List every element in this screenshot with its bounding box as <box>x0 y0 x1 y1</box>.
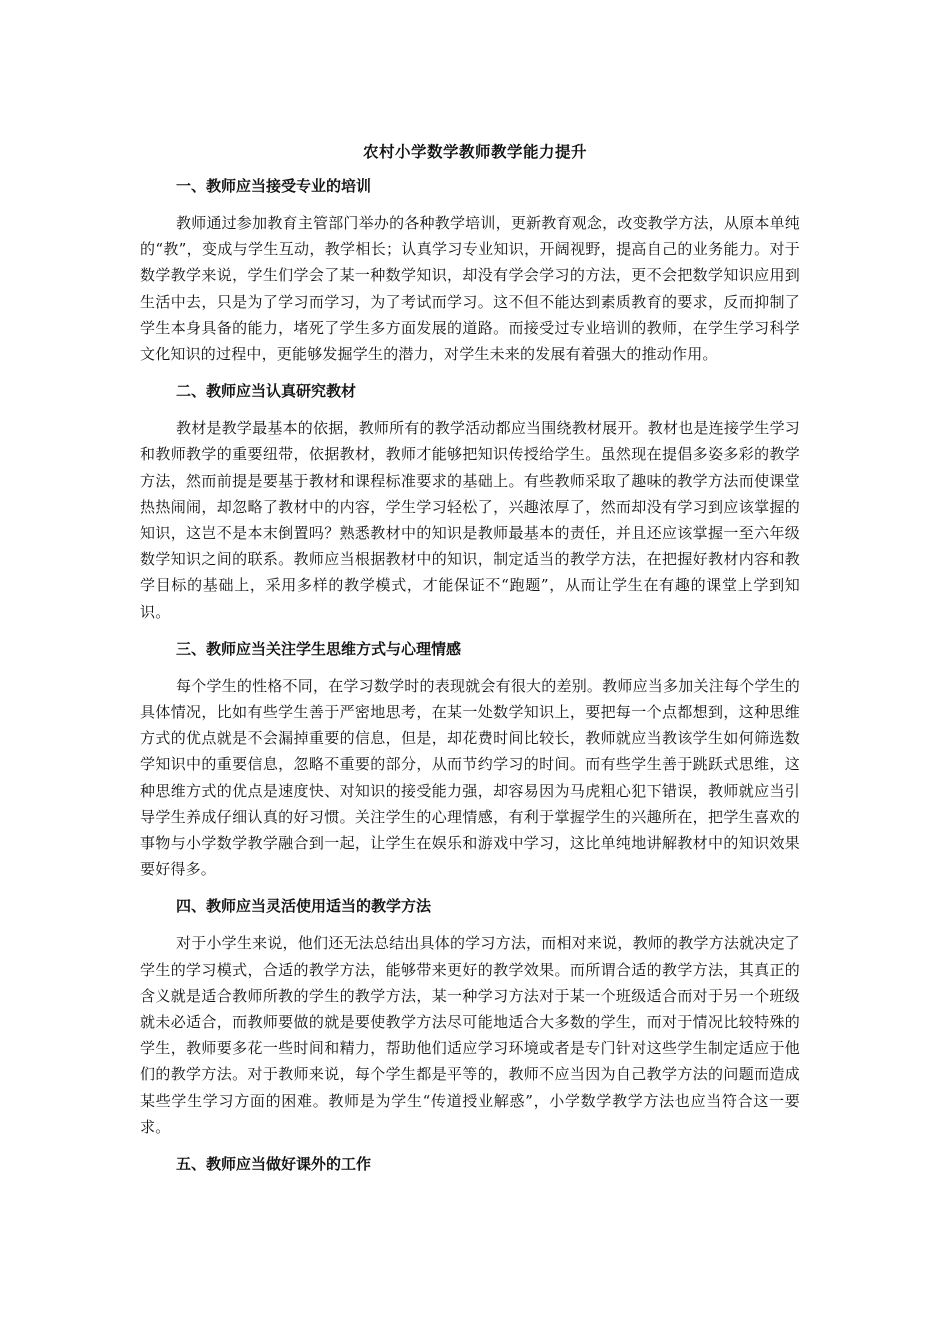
section-paragraph-4: 对于小学生来说，他们还无法总结出具体的学习方法，而相对来说，教师的教学方法就决定了学生的学习模式，合适的教学方法，能够带来更好的教学效果。而所谓合适的教学方法，其真正的含义就是适合教师所教的学生的教学方法，某一种学习方法对于某一个班级适合而对于另一个班级就未必适合，而教师要做的就是要使教学方法尽可能地适合大多数的学生，而对于情况比较特殊的学生，教师要多花一些时间和精力，帮助他们适应学习环境或者是专门针对这些学生制定适应于他们的教学方法。对于教师来说，每个学生都是平等的，教师不应当因为自己教学方法的问题而造成某些学生学习方面的困难。教师是为学生“传道授业解惑”，小学数学教学方法也应当符合这一要求。 <box>140 934 800 1136</box>
section-heading-2: 二、教师应当认真研究教材 <box>176 382 357 401</box>
section-paragraph-1: 教师通过参加教育主管部门举办的各种教学培训，更新教育观念，改变教学方法，从原本单纯的“教”，变成与学生互动，教学相长；认真学习专业知识，开阔视野，提高自己的业务能力。对于数学教学来说，学生们学会了某一种数学知识，却没有学会学习的方法，更不会把数学知识应用到生活中去，只是为了学习而学习，为了考试而学习。这不但不能达到素质教育的要求，反而抑制了学生本身具备的能力，堵死了学生多方面发展的道路。而接受过专业培训的教师，在学生学习科学文化知识的过程中，更能够发掘学生的潜力，对学生未来的发展有着强大的推动作用。 <box>140 214 800 364</box>
document-title: 农村小学数学教师教学能力提升 <box>362 143 587 161</box>
section-heading-5: 五、教师应当做好课外的工作 <box>176 1155 372 1174</box>
document-body <box>140 176 800 1188</box>
section-heading-3: 三、教师应当关注学生思维方式与心理情感 <box>176 639 462 658</box>
section-heading-4: 四、教师应当灵活使用适当的教学方法 <box>176 897 432 916</box>
section-heading-1: 一、教师应当接受专业的培训 <box>176 177 372 195</box>
section-paragraph-2: 教材是教学最基本的依据，教师所有的教学活动都应当围绕教材展开。教材也是连接学生学习和教师教学的重要纽带，依据教材，教师才能够把知识传授给学生。虽然现在提倡多姿多彩的教学方法，然而前提是要基于教材和课程标准要求的基础上。有些教师采取了趣味的教学方法而使课堂热热闹闹，却忽略了教材中的内容，学生学习轻松了，兴趣浓厚了，然而却没有学习到应该掌握的知识，这岂不是本末倒置吗？熟悉教材中的知识是教师最基本的责任，并且还应该掌握一至六年级数学知识之间的联系。教师应当根据教材中的知识，制定适当的教学方法，在把握好教材内容和教学目标的基础上，采用多样的教学模式，才能保证不“跑题”，从而让学生在有趣的课堂上学到知识。 <box>140 419 800 621</box>
section-paragraph-3: 每个学生的性格不同，在学习数学时的表现就会有很大的差别。教师应当多加关注每个学生的具体情况，比如有些学生善于严密地思考，在某一处数学知识上，要把每一个点都想到，这种思维方式的优点就是不会漏掉重要的信息，但是，却花费时间比较长，教师就应当教该学生如何筛选数学知识中的重要信息，忽略不重要的部分，从而节约学习的时间。而有些学生善于跳跃式思维，这种思维方式的优点是速度快、对知识的接受能力强，却容易因为马虎粗心犯下错误，教师就应当引导学生养成仔细认真的好习惯。关注学生的心理情感，有利于掌握学生的兴趣所在，把学生喜欢的事物与小学数学教学融合到一起，让学生在娱乐和游戏中学习，这比单纯地讲解教材中的知识效果要好得多。 <box>140 676 800 879</box>
